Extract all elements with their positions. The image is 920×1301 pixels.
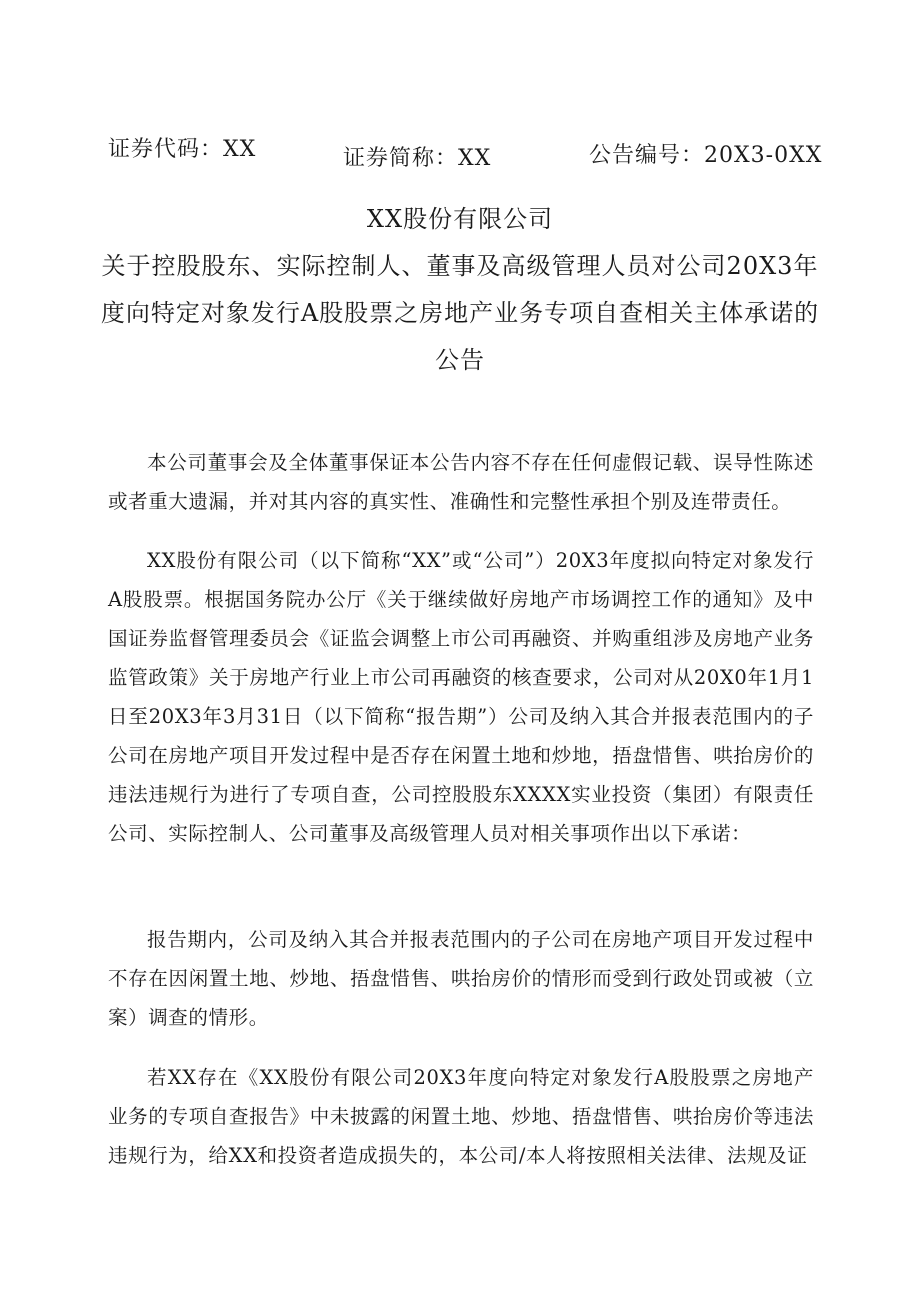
paragraph-commitment: [108, 920, 814, 1037]
notice-number: 公告编号：20X3-0XX: [589, 143, 823, 168]
paragraph-text: XX股份有限公司（以下简称“XX”或“公司”）20X3年度拟向特定对象发行A股股票。根据国务院办公厅《关于继续做好房地产市场调控工作的通知》及中国证券监督管理委员会《证监会调整上市公司再融资、并购重组涉及房地产业务监管政策》关于房地产行业上市公司再融资的核查要求，公司对从20X0年1月1日至20X3年3月31日（以下简称“报告期”）公司及纳入其合并报表范围内的子公司在房地产项目开发过程中是否存在闲置土地和炒地，捂盘惜售、哄抬房价的违法违规行为进行了专项自查，公司控股股东XXXX实业投资（集团）有限责任公司、实际控制人、公司董事及高级管理人员对相关事项作出以下承诺：: [108, 549, 814, 845]
security-abbreviation: 证券简称：XX: [343, 146, 492, 171]
announcement-title: 关于控股股东、实际控制人、董事及高级管理人员对公司20X3年度向特定对象发行A股股票之房地产业务专项自查相关主体承诺的公告: [100, 252, 820, 374]
paragraph-disclaimer: [108, 443, 814, 521]
company-name: XX股份有限公司: [366, 205, 554, 233]
paragraph-text: 报告期内，公司及纳入其合并报表范围内的子公司在房地产项目开发过程中不存在因闲置土地、炒地、捂盘惜售、哄抬房价的情形而受到行政处罚或被（立案）调查的情形。: [108, 928, 814, 1029]
paragraph-liability: [108, 1058, 814, 1175]
security-code: 证券代码：XX: [108, 137, 257, 162]
paragraph-text: 若XX存在《XX股份有限公司20X3年度向特定对象发行A股股票之房地产业务的专项自查报告》中未披露的闲置土地、炒地、捂盘惜售、哄抬房价等违法违规行为，给XX和投资者造成损失的，本公司/本人将按照相关法律、法规及证: [108, 1066, 814, 1167]
paragraph-background: [108, 541, 814, 853]
paragraph-text: 本公司董事会及全体董事保证本公告内容不存在任何虚假记载、误导性陈述或者重大遗漏，并对其内容的真实性、准确性和完整性承担个别及连带责任。: [108, 451, 814, 513]
